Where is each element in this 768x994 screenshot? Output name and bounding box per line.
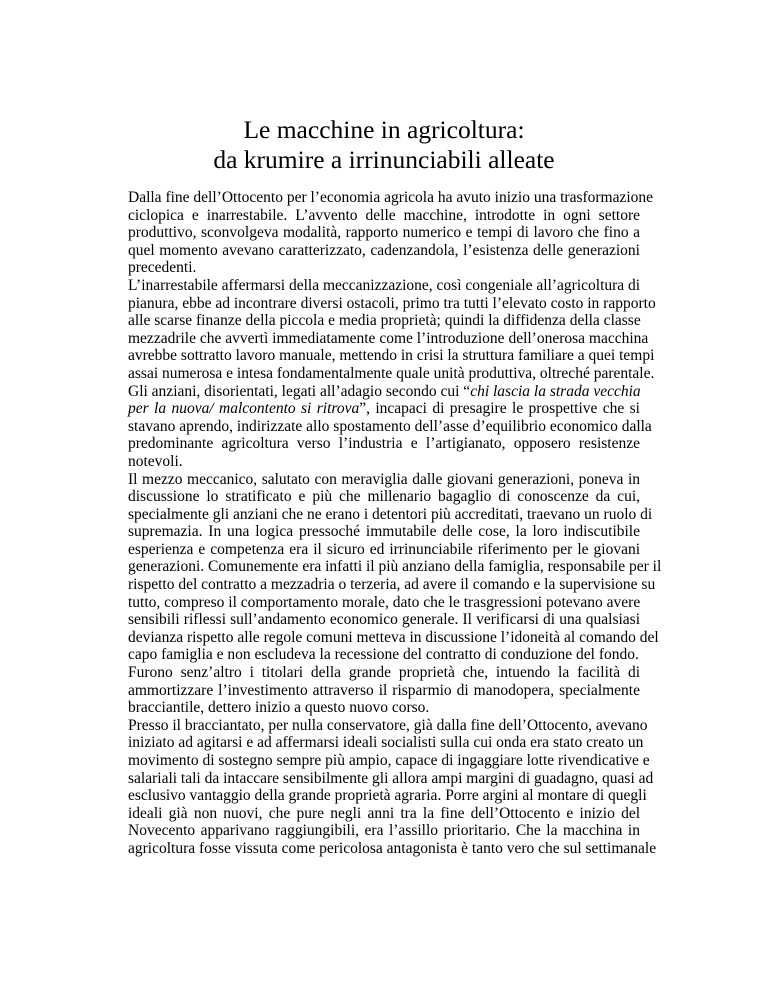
text-line: Dalla fine dell’Ottocento per l’economia agricola ha avuto inizio una trasformazione (128, 189, 654, 206)
text-run: Gli anziani, disorientati, legati all’adagio secondo cui “ (128, 382, 471, 400)
text-line: Novecento apparivano raggiungibili, era l’assillo prioritario. Che la macchina in (128, 822, 640, 840)
text-line: notevoli. (128, 452, 183, 470)
text-line: precedenti. (128, 259, 197, 277)
text-line: assai numerosa e intesa fondamentalmente quale unità produttiva, oltreché parentale. (128, 364, 655, 382)
text-line: capo famiglia e non escludeva la recessione del contratto di conduzione del fondo. (128, 646, 639, 664)
text-line: specialmente gli anziani che ne erano i detentori più accreditati, traevano un ruolo di (128, 505, 653, 523)
paragraph-3 (128, 382, 652, 471)
text-line: produttivo, sconvolgeva modalità, rapporto numerico e tempi di lavoro che fino a (128, 224, 640, 242)
text-line: stavano aprendo, indirizzate allo spostamento dell’asse d’equilibrio economico dalla (128, 417, 652, 435)
text-line: Il mezzo meccanico, salutato con meraviglia dalle giovani generazioni, poneva in (128, 470, 640, 488)
text-line: pianura, ebbe ad incontrare diversi ostacoli, primo tra tutti l’elevato costo in rapporto (128, 294, 656, 312)
text-line: alle scarse finanze della piccola e media proprietà; quindi la diffidenza della classe (128, 312, 641, 330)
text-line: iniziato ad agitarsi e ad affermarsi ideali socialisti sulla cui onda era stato creato un (128, 734, 644, 752)
text-line: ideali già non nuovi, che pure negli anni tra la fine dell’Ottocento e inizio del (128, 804, 640, 822)
text-line: predominante agricoltura verso l’industria e l’artigianato, opposero resistenze (128, 435, 640, 453)
paragraph-6 (128, 716, 657, 858)
text-line: quel momento avevano caratterizzato, cadenzandola, l’esistenza delle generazioni (128, 241, 640, 259)
text-line: L’inarrestabile affermarsi della meccanizzazione, così congeniale all’agricoltura di (128, 276, 641, 294)
text-line: mezzadrile che avvertì immediatamente come l’introduzione dell’onerosa macchina (128, 329, 649, 347)
text-line: salariali tali da intaccare sensibilmente gli allora ampi margini di guadagno, quasi ad (128, 769, 654, 787)
text-line: supremazia. In una logica pressoché immutabile delle cose, la loro indiscutibile (128, 523, 640, 541)
text-line: esclusivo vantaggio della grande proprietà agraria. Porre argini al montare di quegli (128, 787, 647, 805)
text-line: Presso il bracciantato, per nulla conservatore, già dalla fine dell’Ottocento, avevano (128, 716, 648, 734)
paragraph-4 (128, 470, 662, 665)
italic-quote: chi lascia la strada vecchia (470, 382, 641, 400)
text-line: Furono senz’altro i titolari della grande proprietà che, intuendo la facilità di (128, 664, 640, 682)
title-line-1: Le macchine in agricoltura: (243, 115, 525, 144)
text-line: bracciantile, dettero inizio a questo nuovo corso. (128, 699, 430, 717)
text-line: agricoltura fosse vissuta come pericolosa antagonista è tanto vero che sul settimanale (128, 839, 657, 857)
text-line: ammortizzare l’investimento attraverso il risparmio di manodopera, specialmente (128, 681, 640, 699)
text-line: generazioni. Comunemente era infatti il più anziano della famiglia, responsabile per il (128, 558, 662, 576)
italic-quote: per la nuova/ malcontento si ritrova (128, 400, 360, 418)
text-line (128, 383, 640, 401)
document-body (128, 189, 662, 858)
text-line: avrebbe sottratto lavoro manuale, mettendo in crisi la struttura familiare a quei tempi (128, 347, 655, 365)
text-line: sensibili riflessi sull’andamento economico generale. Il verificarsi di una qualsiasi (128, 611, 640, 629)
text-line: tutto, compreso il comportamento morale, dato che le trasgressioni potevano avere (128, 593, 641, 611)
text-line: ciclopica e inarrestabile. L’avvento delle macchine, introdotte in ogni settore (128, 206, 640, 224)
paragraph-5 (128, 664, 640, 717)
text-line: discussione lo stratificato e più che millenario bagaglio di conoscenze da cui, (128, 488, 640, 506)
text-line: rispetto del contratto a mezzadria o terzeria, ad avere il comando e la supervisione su (128, 576, 656, 594)
text-line (128, 400, 640, 418)
text-line: movimento di sostegno sempre più ampio, capace di ingaggiare lotte rivendicative e (128, 752, 650, 769)
text-line: esperienza e competenza era il sicuro ed irrinunciabile riferimento per le giovani (128, 540, 640, 558)
text-run: ”, incapaci di presagire le prospettive che si (359, 400, 640, 418)
text-line: devianza rispetto alle regole comuni metteva in discussione l’idoneità al comando del (128, 628, 659, 646)
paragraph-1 (128, 189, 654, 277)
paragraph-2 (128, 276, 656, 383)
title-line-2: da krumire a irrinunciabili alleate (213, 145, 555, 174)
document-title (0, 115, 768, 175)
